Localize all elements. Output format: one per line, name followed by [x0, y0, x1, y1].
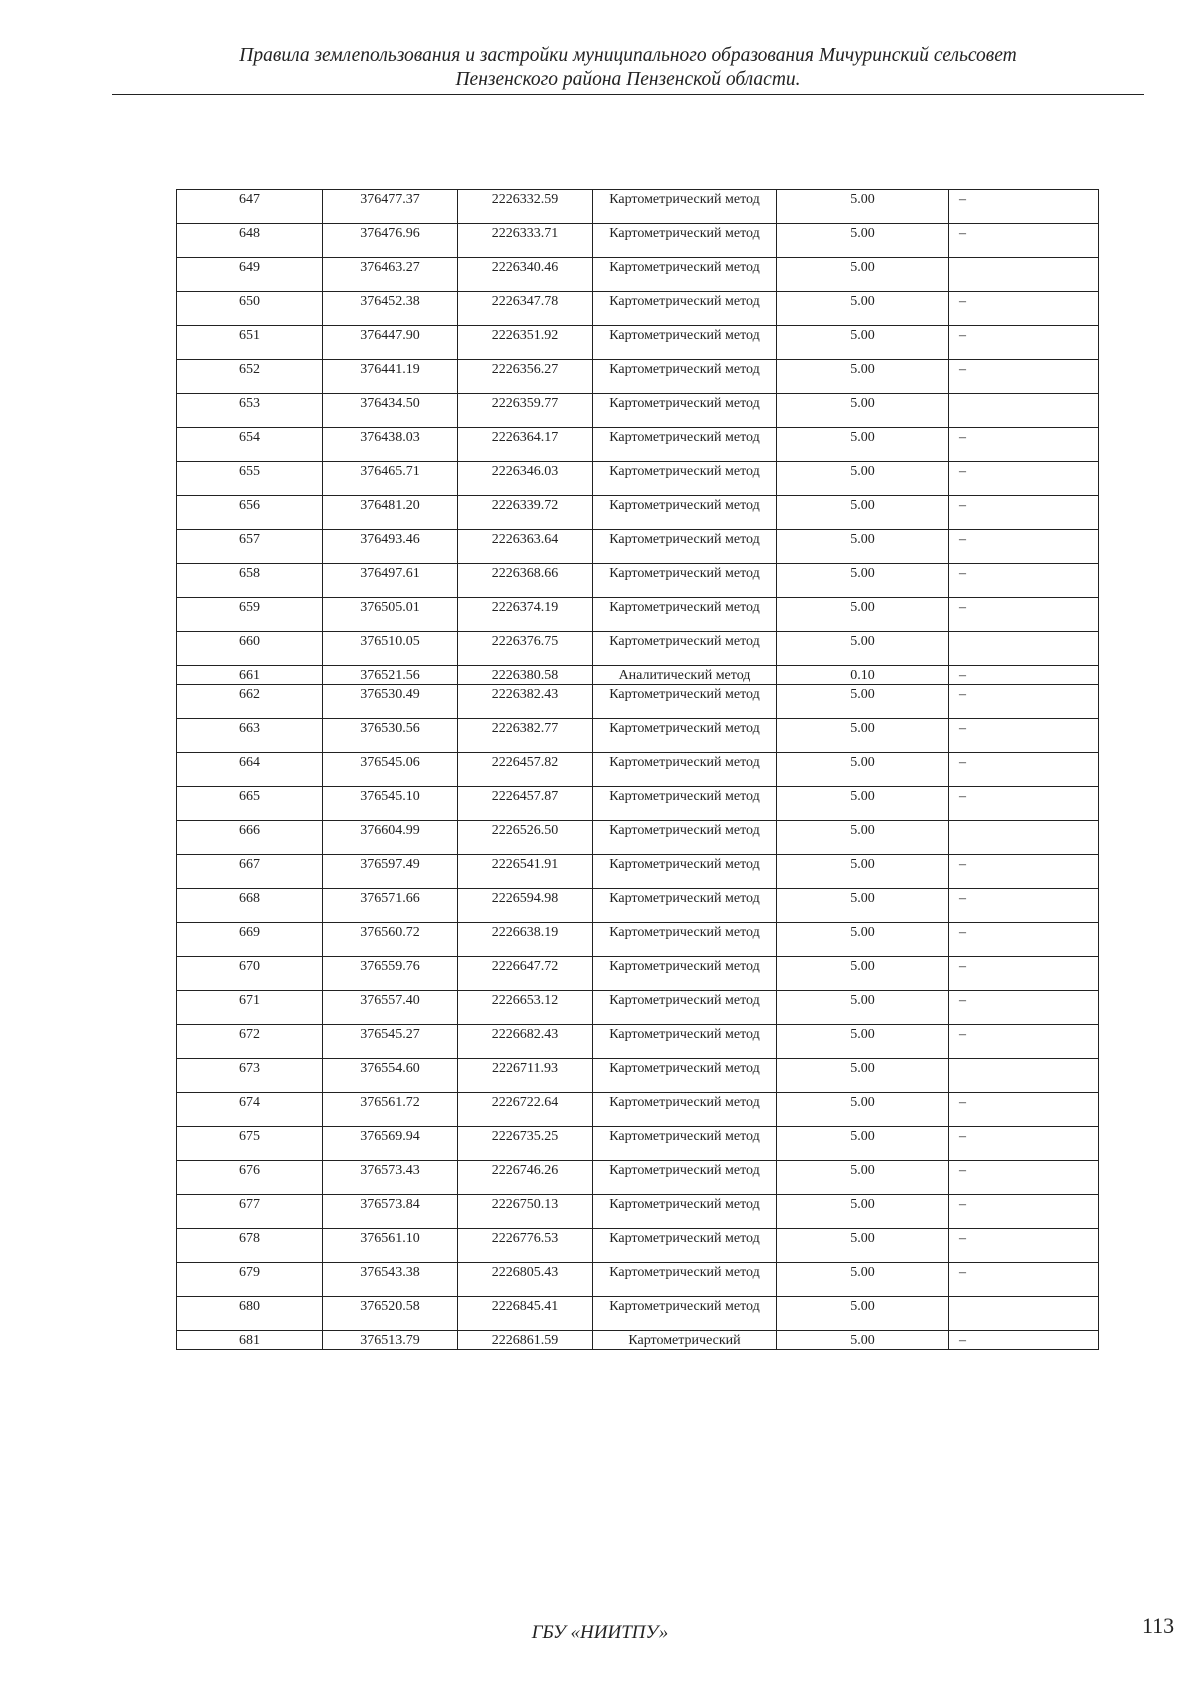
cell-note: –: [949, 1161, 1099, 1195]
cell-x-coordinate: 376493.46: [323, 530, 458, 564]
cell-note: –: [949, 753, 1099, 787]
cell-accuracy: 5.00: [777, 1195, 949, 1229]
cell-accuracy: 5.00: [777, 1127, 949, 1161]
cell-accuracy: 5.00: [777, 1229, 949, 1263]
cell-point-number: 657: [177, 530, 323, 564]
table-row: [177, 1127, 1099, 1161]
cell-note: –: [949, 957, 1099, 991]
cell-y-coordinate: 2226638.19: [458, 923, 593, 957]
cell-accuracy: 5.00: [777, 821, 949, 855]
cell-accuracy: 5.00: [777, 1331, 949, 1350]
cell-method: Картометрический метод: [593, 190, 777, 224]
cell-point-number: 648: [177, 224, 323, 258]
cell-note: –: [949, 462, 1099, 496]
table-row: [177, 564, 1099, 598]
page-number: 113: [1142, 1613, 1175, 1638]
cell-note: –: [949, 598, 1099, 632]
table-row: [177, 530, 1099, 564]
cell-x-coordinate: 376597.49: [323, 855, 458, 889]
cell-x-coordinate: 376561.72: [323, 1093, 458, 1127]
cell-x-coordinate: 376557.40: [323, 991, 458, 1025]
cell-point-number: 655: [177, 462, 323, 496]
table-row: [177, 326, 1099, 360]
cell-point-number: 673: [177, 1059, 323, 1093]
cell-y-coordinate: 2226359.77: [458, 394, 593, 428]
cell-x-coordinate: 376573.43: [323, 1161, 458, 1195]
cell-accuracy: 5.00: [777, 923, 949, 957]
cell-note: [949, 258, 1099, 292]
cell-accuracy: 5.00: [777, 957, 949, 991]
cell-point-number: 656: [177, 496, 323, 530]
coordinates-table: [176, 189, 1099, 1350]
cell-x-coordinate: 376521.56: [323, 666, 458, 685]
cell-x-coordinate: 376476.96: [323, 224, 458, 258]
table-row: [177, 1025, 1099, 1059]
cell-accuracy: 5.00: [777, 1161, 949, 1195]
cell-y-coordinate: 2226346.03: [458, 462, 593, 496]
cell-point-number: 670: [177, 957, 323, 991]
cell-note: –: [949, 326, 1099, 360]
cell-method: Картометрический метод: [593, 855, 777, 889]
cell-y-coordinate: 2226845.41: [458, 1297, 593, 1331]
cell-method: Картометрический метод: [593, 360, 777, 394]
header-line-2: Пензенского района Пензенской области.: [455, 69, 801, 90]
table-row: [177, 889, 1099, 923]
cell-x-coordinate: 376513.79: [323, 1331, 458, 1350]
cell-method: Картометрический метод: [593, 258, 777, 292]
cell-x-coordinate: 376604.99: [323, 821, 458, 855]
cell-y-coordinate: 2226382.43: [458, 685, 593, 719]
cell-method: Картометрический метод: [593, 1297, 777, 1331]
cell-x-coordinate: 376510.05: [323, 632, 458, 666]
cell-method: Картометрический метод: [593, 991, 777, 1025]
cell-note: –: [949, 889, 1099, 923]
cell-x-coordinate: 376505.01: [323, 598, 458, 632]
cell-note: –: [949, 530, 1099, 564]
page-header: [112, 44, 1144, 95]
cell-x-coordinate: 376481.20: [323, 496, 458, 530]
cell-y-coordinate: 2226682.43: [458, 1025, 593, 1059]
table-row: [177, 753, 1099, 787]
table-row: [177, 496, 1099, 530]
cell-note: –: [949, 1093, 1099, 1127]
cell-y-coordinate: 2226805.43: [458, 1263, 593, 1297]
table-row: [177, 292, 1099, 326]
cell-y-coordinate: 2226526.50: [458, 821, 593, 855]
cell-point-number: 678: [177, 1229, 323, 1263]
cell-point-number: 677: [177, 1195, 323, 1229]
cell-method: Картометрический метод: [593, 428, 777, 462]
cell-accuracy: 5.00: [777, 360, 949, 394]
cell-x-coordinate: 376545.27: [323, 1025, 458, 1059]
cell-x-coordinate: 376554.60: [323, 1059, 458, 1093]
cell-point-number: 662: [177, 685, 323, 719]
table-row: [177, 632, 1099, 666]
cell-point-number: 666: [177, 821, 323, 855]
cell-x-coordinate: 376452.38: [323, 292, 458, 326]
cell-method: Картометрический метод: [593, 1161, 777, 1195]
table-row: [177, 1093, 1099, 1127]
cell-note: –: [949, 787, 1099, 821]
cell-method: Картометрический метод: [593, 1025, 777, 1059]
cell-accuracy: 5.00: [777, 787, 949, 821]
cell-x-coordinate: 376465.71: [323, 462, 458, 496]
table-row: [177, 598, 1099, 632]
cell-accuracy: 0.10: [777, 666, 949, 685]
table-row: [177, 1195, 1099, 1229]
cell-point-number: 664: [177, 753, 323, 787]
cell-method: Картометрический метод: [593, 224, 777, 258]
cell-method: Картометрический метод: [593, 821, 777, 855]
table-row: [177, 685, 1099, 719]
cell-note: –: [949, 1229, 1099, 1263]
cell-accuracy: 5.00: [777, 1025, 949, 1059]
cell-method: Картометрический метод: [593, 1093, 777, 1127]
cell-x-coordinate: 376573.84: [323, 1195, 458, 1229]
cell-y-coordinate: 2226653.12: [458, 991, 593, 1025]
cell-method: Картометрический метод: [593, 530, 777, 564]
cell-point-number: 674: [177, 1093, 323, 1127]
cell-note: –: [949, 360, 1099, 394]
cell-method: Картометрический метод: [593, 1059, 777, 1093]
cell-y-coordinate: 2226457.82: [458, 753, 593, 787]
cell-note: [949, 1059, 1099, 1093]
cell-method: Картометрический метод: [593, 753, 777, 787]
cell-point-number: 659: [177, 598, 323, 632]
cell-y-coordinate: 2226356.27: [458, 360, 593, 394]
cell-note: –: [949, 1263, 1099, 1297]
cell-accuracy: 5.00: [777, 224, 949, 258]
cell-y-coordinate: 2226332.59: [458, 190, 593, 224]
cell-y-coordinate: 2226376.75: [458, 632, 593, 666]
cell-accuracy: 5.00: [777, 258, 949, 292]
cell-accuracy: 5.00: [777, 496, 949, 530]
cell-point-number: 680: [177, 1297, 323, 1331]
cell-note: [949, 821, 1099, 855]
cell-note: –: [949, 428, 1099, 462]
cell-method: Картометрический: [593, 1331, 777, 1350]
cell-method: Картометрический метод: [593, 394, 777, 428]
cell-accuracy: 5.00: [777, 564, 949, 598]
cell-note: –: [949, 991, 1099, 1025]
cell-note: –: [949, 496, 1099, 530]
cell-point-number: 681: [177, 1331, 323, 1350]
table-row: [177, 1059, 1099, 1093]
cell-point-number: 654: [177, 428, 323, 462]
cell-note: [949, 394, 1099, 428]
cell-accuracy: 5.00: [777, 428, 949, 462]
cell-y-coordinate: 2226380.58: [458, 666, 593, 685]
table-row: [177, 855, 1099, 889]
table-row: [177, 1297, 1099, 1331]
cell-note: –: [949, 224, 1099, 258]
cell-accuracy: 5.00: [777, 530, 949, 564]
cell-note: –: [949, 666, 1099, 685]
cell-y-coordinate: 2226735.25: [458, 1127, 593, 1161]
cell-point-number: 653: [177, 394, 323, 428]
cell-y-coordinate: 2226776.53: [458, 1229, 593, 1263]
cell-method: Картометрический метод: [593, 462, 777, 496]
cell-y-coordinate: 2226374.19: [458, 598, 593, 632]
cell-note: –: [949, 855, 1099, 889]
cell-method: Картометрический метод: [593, 889, 777, 923]
cell-point-number: 661: [177, 666, 323, 685]
table-row: [177, 719, 1099, 753]
cell-y-coordinate: 2226333.71: [458, 224, 593, 258]
cell-point-number: 671: [177, 991, 323, 1025]
cell-method: Картометрический метод: [593, 326, 777, 360]
cell-y-coordinate: 2226457.87: [458, 787, 593, 821]
cell-accuracy: 5.00: [777, 190, 949, 224]
cell-accuracy: 5.00: [777, 753, 949, 787]
table-row: [177, 666, 1099, 685]
cell-point-number: 672: [177, 1025, 323, 1059]
cell-accuracy: 5.00: [777, 719, 949, 753]
footer-org: ГБУ «НИИТПУ»: [531, 1622, 669, 1643]
table-row: [177, 428, 1099, 462]
cell-point-number: 668: [177, 889, 323, 923]
cell-method: Картометрический метод: [593, 1127, 777, 1161]
cell-y-coordinate: 2226711.93: [458, 1059, 593, 1093]
cell-accuracy: 5.00: [777, 889, 949, 923]
cell-x-coordinate: 376530.49: [323, 685, 458, 719]
cell-y-coordinate: 2226722.64: [458, 1093, 593, 1127]
cell-method: Картометрический метод: [593, 496, 777, 530]
cell-x-coordinate: 376441.19: [323, 360, 458, 394]
cell-y-coordinate: 2226351.92: [458, 326, 593, 360]
cell-x-coordinate: 376559.76: [323, 957, 458, 991]
cell-method: Картометрический метод: [593, 292, 777, 326]
cell-accuracy: 5.00: [777, 462, 949, 496]
cell-y-coordinate: 2226339.72: [458, 496, 593, 530]
table-row: [177, 394, 1099, 428]
cell-note: –: [949, 1127, 1099, 1161]
cell-x-coordinate: 376560.72: [323, 923, 458, 957]
cell-accuracy: 5.00: [777, 292, 949, 326]
cell-accuracy: 5.00: [777, 1093, 949, 1127]
cell-note: –: [949, 190, 1099, 224]
table-row: [177, 1229, 1099, 1263]
cell-x-coordinate: 376447.90: [323, 326, 458, 360]
cell-method: Картометрический метод: [593, 1229, 777, 1263]
cell-note: –: [949, 564, 1099, 598]
table-row: [177, 821, 1099, 855]
cell-accuracy: 5.00: [777, 855, 949, 889]
cell-method: Картометрический метод: [593, 1195, 777, 1229]
cell-point-number: 665: [177, 787, 323, 821]
cell-x-coordinate: 376571.66: [323, 889, 458, 923]
cell-point-number: 658: [177, 564, 323, 598]
cell-point-number: 647: [177, 190, 323, 224]
cell-method: Картометрический метод: [593, 564, 777, 598]
cell-method: Картометрический метод: [593, 923, 777, 957]
cell-x-coordinate: 376543.38: [323, 1263, 458, 1297]
cell-method: Картометрический метод: [593, 719, 777, 753]
cell-note: [949, 1297, 1099, 1331]
cell-x-coordinate: 376497.61: [323, 564, 458, 598]
header-line-1: Правила землепользования и застройки муниципального образования Мичуринский сельсовет: [239, 45, 1017, 66]
cell-method: Картометрический метод: [593, 685, 777, 719]
cell-method: Картометрический метод: [593, 632, 777, 666]
cell-x-coordinate: 376438.03: [323, 428, 458, 462]
cell-note: –: [949, 719, 1099, 753]
cell-accuracy: 5.00: [777, 1059, 949, 1093]
cell-x-coordinate: 376561.10: [323, 1229, 458, 1263]
cell-note: –: [949, 923, 1099, 957]
cell-x-coordinate: 376569.94: [323, 1127, 458, 1161]
cell-x-coordinate: 376530.56: [323, 719, 458, 753]
cell-point-number: 675: [177, 1127, 323, 1161]
table-row: [177, 1161, 1099, 1195]
table-row: [177, 1331, 1099, 1350]
cell-accuracy: 5.00: [777, 632, 949, 666]
cell-method: Картометрический метод: [593, 598, 777, 632]
cell-point-number: 649: [177, 258, 323, 292]
cell-y-coordinate: 2226363.64: [458, 530, 593, 564]
cell-accuracy: 5.00: [777, 394, 949, 428]
cell-point-number: 669: [177, 923, 323, 957]
cell-method: Картометрический метод: [593, 787, 777, 821]
cell-point-number: 667: [177, 855, 323, 889]
table-row: [177, 923, 1099, 957]
cell-x-coordinate: 376477.37: [323, 190, 458, 224]
cell-note: –: [949, 292, 1099, 326]
table-row: [177, 787, 1099, 821]
cell-y-coordinate: 2226347.78: [458, 292, 593, 326]
cell-x-coordinate: 376463.27: [323, 258, 458, 292]
cell-y-coordinate: 2226861.59: [458, 1331, 593, 1350]
cell-accuracy: 5.00: [777, 991, 949, 1025]
cell-x-coordinate: 376545.10: [323, 787, 458, 821]
table-row: [177, 224, 1099, 258]
cell-method: Картометрический метод: [593, 1263, 777, 1297]
cell-point-number: 679: [177, 1263, 323, 1297]
cell-note: –: [949, 1025, 1099, 1059]
cell-accuracy: 5.00: [777, 598, 949, 632]
coordinates-table-body: [177, 190, 1099, 1350]
cell-y-coordinate: 2226368.66: [458, 564, 593, 598]
cell-note: –: [949, 1331, 1099, 1350]
cell-point-number: 660: [177, 632, 323, 666]
cell-y-coordinate: 2226746.26: [458, 1161, 593, 1195]
cell-note: –: [949, 685, 1099, 719]
table-row: [177, 1263, 1099, 1297]
cell-note: –: [949, 1195, 1099, 1229]
cell-y-coordinate: 2226750.13: [458, 1195, 593, 1229]
cell-point-number: 663: [177, 719, 323, 753]
cell-point-number: 651: [177, 326, 323, 360]
cell-x-coordinate: 376520.58: [323, 1297, 458, 1331]
cell-x-coordinate: 376434.50: [323, 394, 458, 428]
cell-accuracy: 5.00: [777, 685, 949, 719]
table-row: [177, 258, 1099, 292]
cell-y-coordinate: 2226340.46: [458, 258, 593, 292]
cell-method: Аналитический метод: [593, 666, 777, 685]
cell-accuracy: 5.00: [777, 1263, 949, 1297]
cell-y-coordinate: 2226647.72: [458, 957, 593, 991]
cell-y-coordinate: 2226594.98: [458, 889, 593, 923]
cell-y-coordinate: 2226541.91: [458, 855, 593, 889]
table-row: [177, 957, 1099, 991]
cell-y-coordinate: 2226364.17: [458, 428, 593, 462]
table-row: [177, 462, 1099, 496]
cell-note: [949, 632, 1099, 666]
cell-y-coordinate: 2226382.77: [458, 719, 593, 753]
cell-method: Картометрический метод: [593, 957, 777, 991]
cell-point-number: 676: [177, 1161, 323, 1195]
table-row: [177, 991, 1099, 1025]
cell-x-coordinate: 376545.06: [323, 753, 458, 787]
cell-point-number: 650: [177, 292, 323, 326]
cell-accuracy: 5.00: [777, 326, 949, 360]
table-row: [177, 360, 1099, 394]
cell-accuracy: 5.00: [777, 1297, 949, 1331]
cell-point-number: 652: [177, 360, 323, 394]
table-row: [177, 190, 1099, 224]
